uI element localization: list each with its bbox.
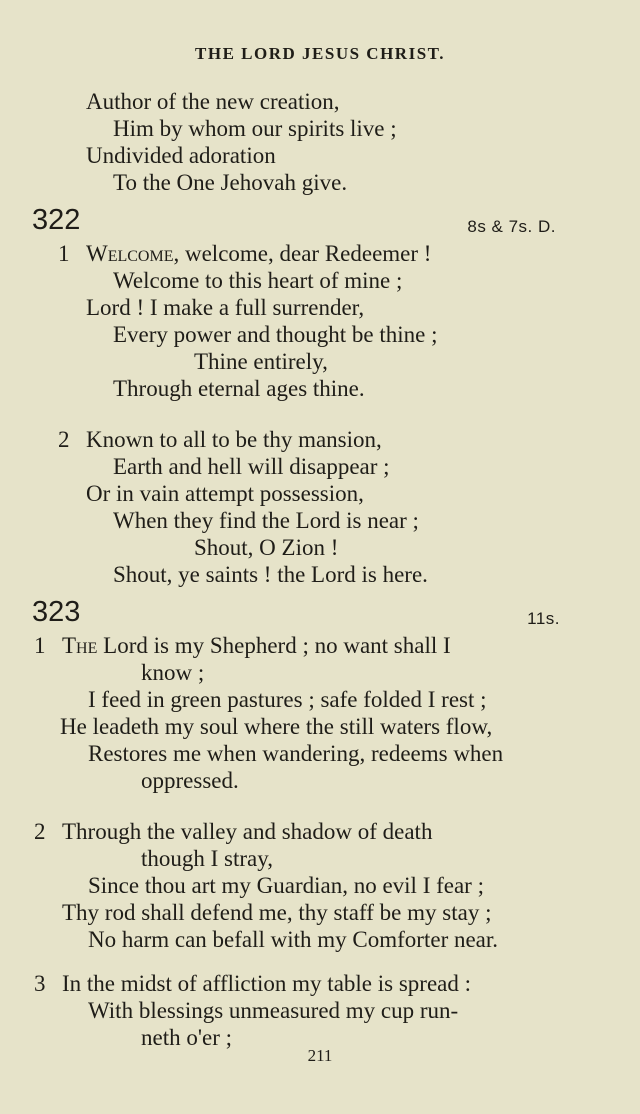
verse-line: neth o'er ; — [141, 1025, 233, 1050]
first-word: Welcome, — [86, 241, 180, 266]
stanza-number: 1 — [34, 633, 46, 658]
verse-line: Author of the new creation, — [86, 89, 340, 114]
verse-line: With blessings unmeasured my cup run- — [88, 998, 459, 1023]
verse-line: Known to all to be thy mansion, — [86, 427, 382, 452]
verse-line — [62, 632, 451, 659]
verse-line: In the midst of affliction my table is spread : — [62, 971, 472, 996]
verse-line: Welcome to this heart of mine ; — [113, 268, 403, 293]
stanza-number: 2 — [58, 427, 70, 452]
verse-line: Undivided adoration — [86, 143, 276, 168]
first-line-rest: Lord is my Shepherd ; no want shall I — [97, 633, 451, 658]
verse-line: Thine entirely, — [194, 349, 328, 374]
page-number: 211 — [307, 1046, 333, 1065]
verse-line: though I stray, — [141, 846, 274, 871]
verse-line: Restores me when wandering, redeems when — [88, 741, 504, 766]
verse-line: Since thou art my Guardian, no evil I fear ; — [88, 873, 484, 898]
hymn-number: 322 — [32, 204, 81, 236]
verse-line: Through the valley and shadow of death — [62, 819, 433, 844]
verse-line: When they find the Lord is near ; — [113, 508, 419, 533]
hymn-number: 323 — [32, 596, 81, 628]
verse-line: He leadeth my soul where the still waters flow, — [60, 714, 493, 739]
first-line-rest: welcome, dear Redeemer ! — [179, 241, 432, 266]
verse-line: Earth and hell will disappear ; — [113, 454, 390, 479]
verse-line: Or in vain attempt possession, — [86, 481, 364, 506]
stanza-number: 3 — [34, 971, 46, 996]
verse-line: Lord ! I make a full surrender, — [86, 295, 365, 320]
verse-line: Shout, O Zion ! — [194, 535, 339, 560]
hymn-meter: 11s. — [527, 609, 560, 628]
stanza-number: 1 — [58, 241, 70, 266]
verse-line: Him by whom our spirits live ; — [113, 116, 397, 141]
verse-line: Through eternal ages thine. — [113, 376, 365, 401]
verse-line: Every power and thought be thine ; — [113, 322, 438, 347]
verse-line: Thy rod shall defend me, thy staff be my stay ; — [62, 900, 492, 925]
running-header: THE LORD JESUS CHRIST. — [195, 44, 445, 63]
verse-line: I feed in green pastures ; safe folded I rest ; — [88, 687, 487, 712]
verse-line: oppressed. — [141, 768, 239, 793]
first-word: The — [62, 633, 98, 658]
verse-line: To the One Jehovah give. — [113, 170, 348, 195]
verse-line: Shout, ye saints ! the Lord is here. — [113, 562, 428, 587]
verse-line — [86, 240, 431, 267]
verse-line: know ; — [141, 660, 205, 685]
hymn-meter: 8s & 7s. D. — [467, 217, 556, 236]
verse-line: No harm can befall with my Comforter near. — [88, 927, 499, 952]
stanza-number: 2 — [34, 819, 46, 844]
